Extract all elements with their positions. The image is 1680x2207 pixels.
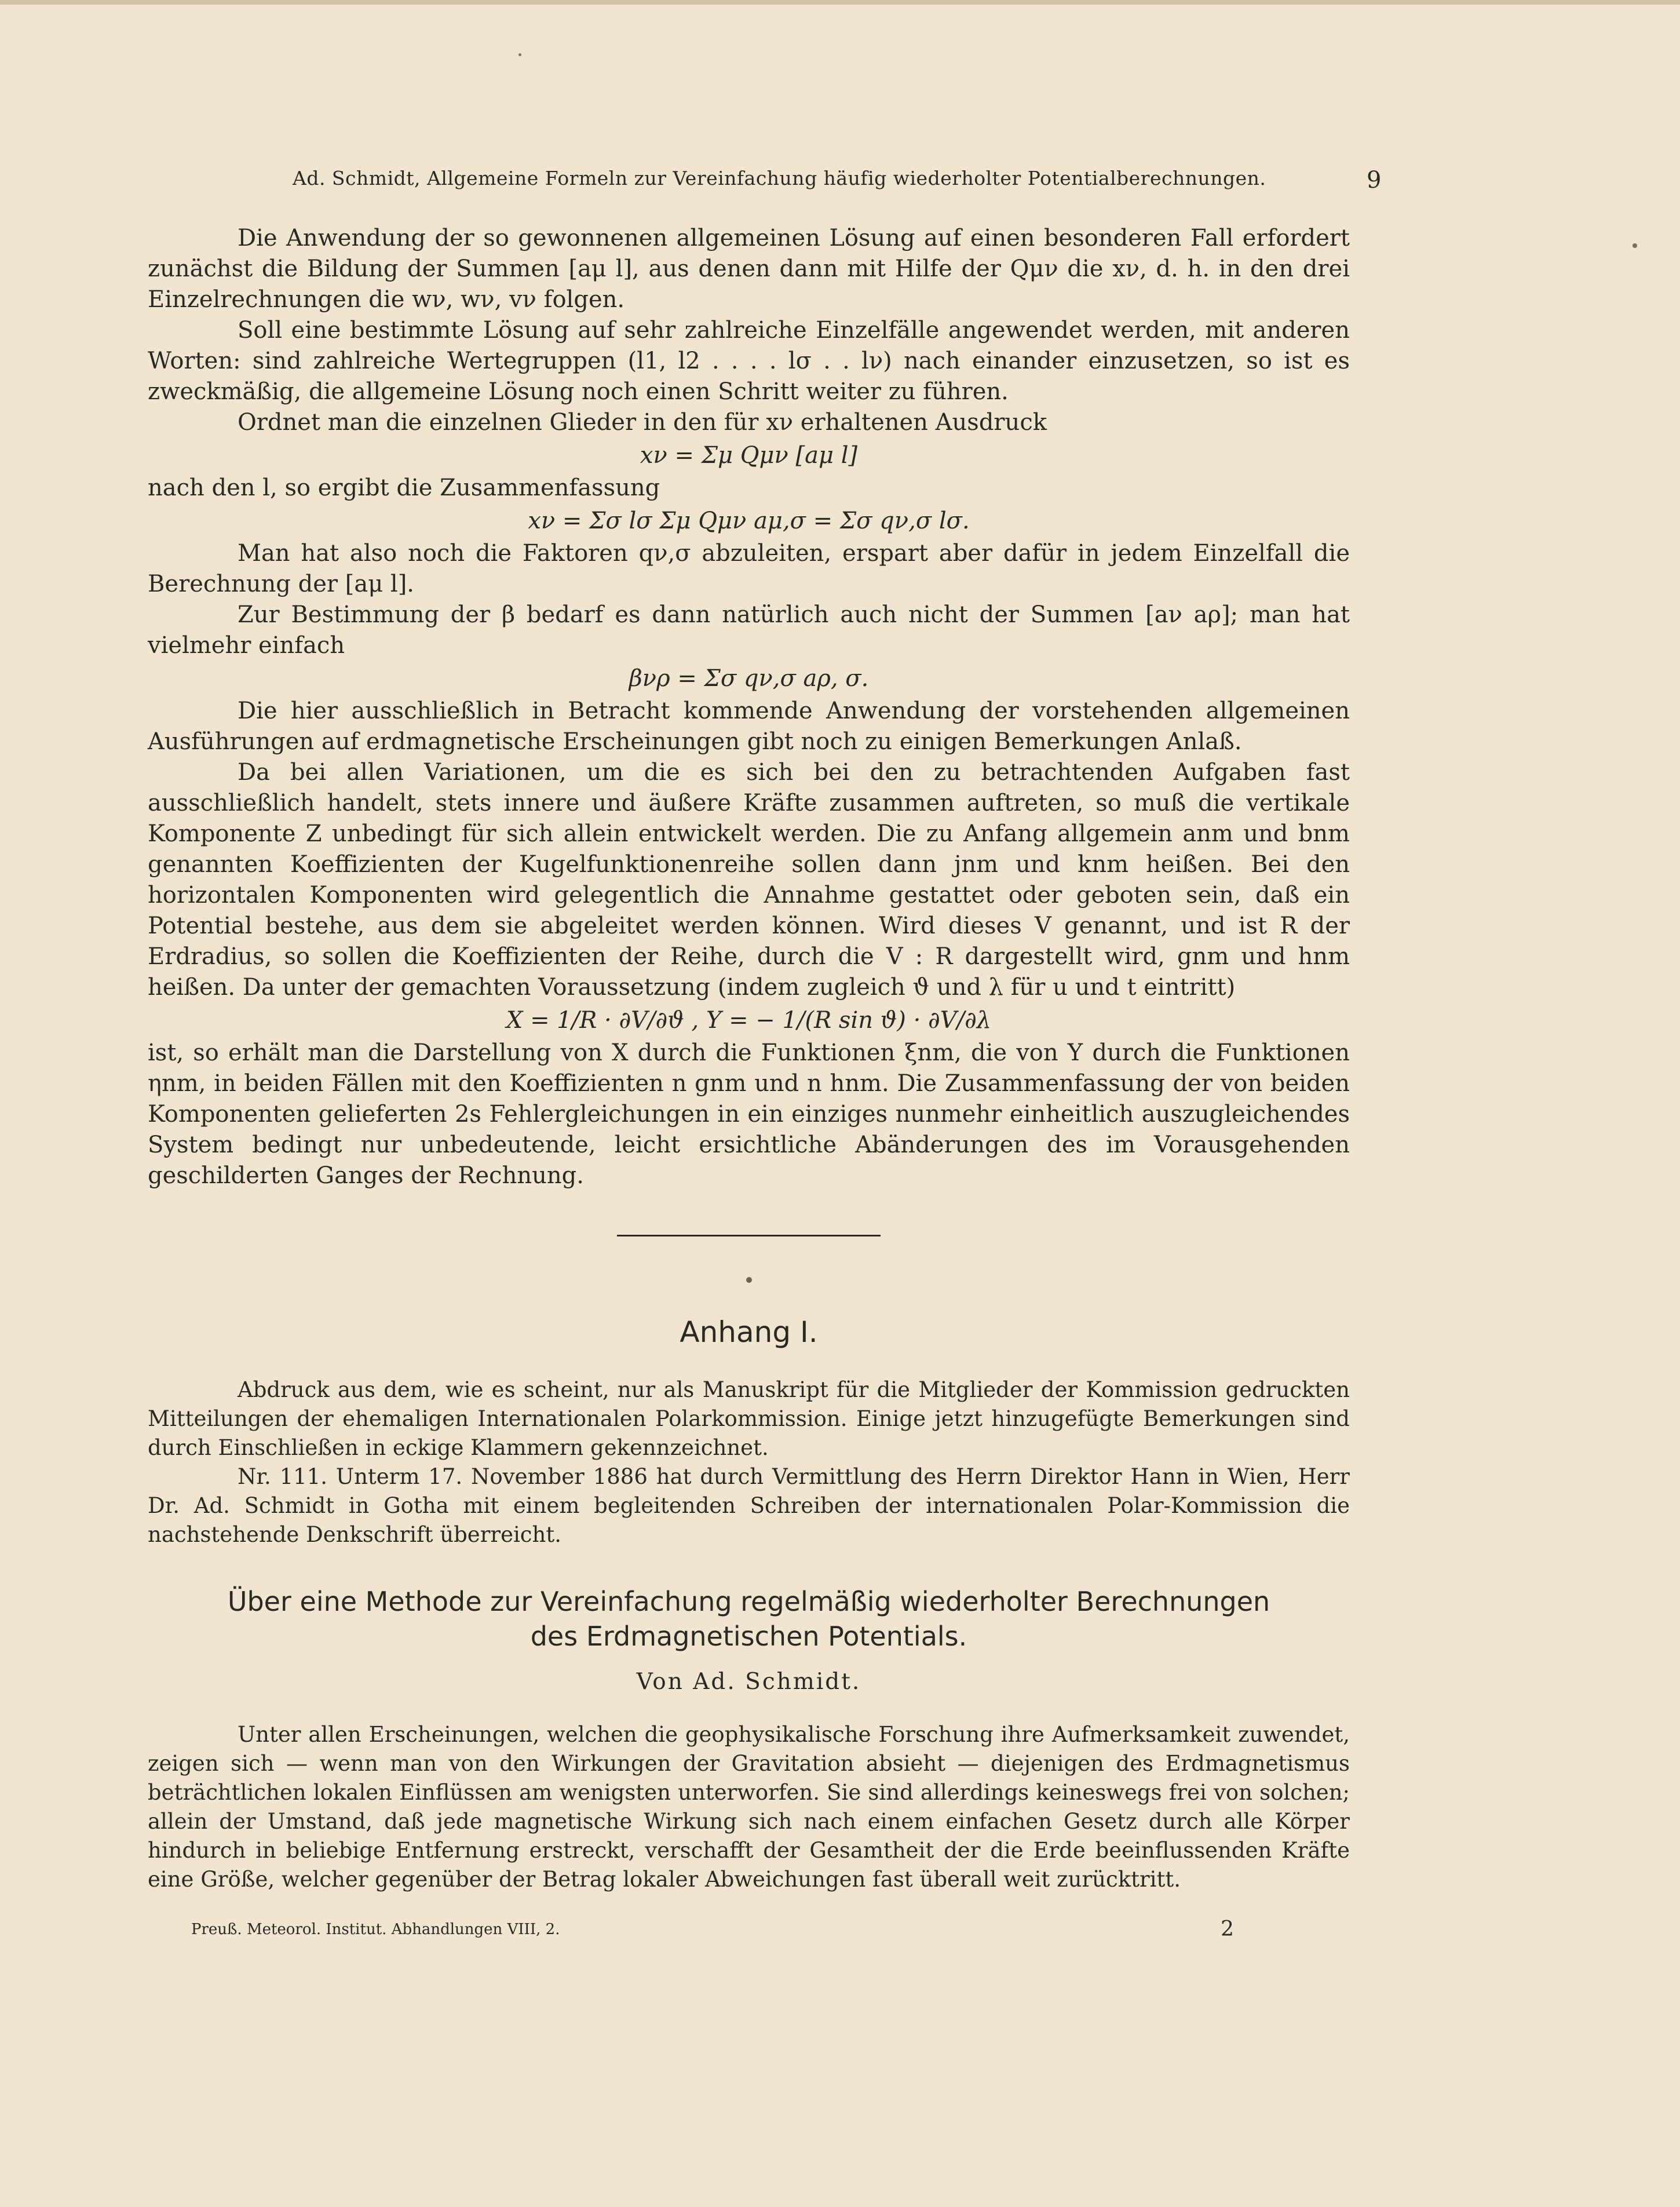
paper-speck — [518, 53, 521, 56]
paper-speck — [1632, 243, 1637, 248]
paragraph: Die hier ausschließlich in Betracht kommende Anwendung der vorstehenden allgemeinen Ausführungen auf erdmagnetische Erscheinungen gibt noch zu einigen Bemerkungen Anlaß. — [148, 698, 1350, 755]
formula: X = 1/R · ∂V/∂ϑ , Y = − 1/(R sin ϑ) · ∂V/∂λ — [506, 1007, 992, 1034]
paragraph: Die Anwendung der so gewonnenen allgemeinen Lösung auf einen besonderen Fall erfordert zunächst die Bildung der Summen [aμ l], aus denen dann mit Hilfe der Qμν die xν, d. h. in den drei Einzelrechnungen die wν, wν, vν folgen. — [148, 225, 1350, 313]
article-author: Von Ad. Schmidt. — [636, 1669, 861, 1695]
paragraph: Nr. 111. Unterm 17. November 1886 hat durch Vermittlung des Herrn Direktor Hann in Wien, Herr Dr. Ad. Schmidt in Gotha mit einem begleitenden Schreiben der internationalen Polar-Kommission die nachstehende Denkschrift überreicht. — [148, 1464, 1350, 1547]
signature-mark: 2 — [1221, 1917, 1234, 1941]
appendix-heading: Anhang I. — [680, 1315, 818, 1349]
running-title: Ad. Schmidt, Allgemeine Formeln zur Vereinfachung häufig wiederholter Potentialberechnungen. — [293, 167, 1266, 189]
article-title-line: Über eine Methode zur Vereinfachung regelmäßig wiederholter Berechnungen — [227, 1586, 1270, 1617]
page-top-edge — [0, 0, 1680, 5]
paragraph: Zur Bestimmung der β bedarf es dann natürlich auch nicht der Summen [aν aρ]; man hat vielmehr einfach — [148, 601, 1350, 659]
paragraph: Man hat also noch die Faktoren qν,σ abzuleiten, erspart aber dafür in jedem Einzelfall die Berechnung der [aμ l]. — [148, 540, 1350, 597]
paragraph: nach den l, so ergibt die Zusammenfassung — [148, 475, 660, 501]
paragraph: ist, so erhält man die Darstellung von X durch die Funktionen ξnm, die von Y durch die Funktionen ηnm, in beiden Fällen mit den Koeffizienten n gnm und n hnm. Die Zusammenfassung der von beiden Komponenten gelieferten 2s Fehlergleichungen in ein einziges nunmehr einheitlich auszugleichendes System bedingt nur unbedeutende, leicht ersichtliche Abänderungen des im Vorausgehenden geschilderten Ganges der Rechnung. — [148, 1039, 1350, 1189]
article-title-line: des Erdmagnetischen Potentials. — [530, 1621, 967, 1652]
page-number: 9 — [1367, 167, 1382, 194]
ornament-dot — [746, 1277, 752, 1283]
article-title — [148, 1584, 1350, 1654]
formula: xν = Σσ lσ Σμ Qμν aμ,σ = Σσ qν,σ lσ. — [528, 508, 970, 534]
formula: βνρ = Σσ qν,σ aρ, σ. — [629, 665, 869, 692]
page-footer — [191, 1917, 1234, 1944]
paragraph: Abdruck aus dem, wie es scheint, nur als Manuskript für die Mitglieder der Kommission gedruckten Mitteilungen der ehemaligen Internationalen Polarkommission. Einige jetzt hinzugefügte Bemerkungen sind durch Einschließen in eckige Klammern gekennzeichnet. — [148, 1377, 1350, 1460]
section-divider — [617, 1235, 881, 1236]
paragraph: Unter allen Erscheinungen, welchen die geophysikalische Forschung ihre Aufmerksamkeit zuwendet, zeigen sich — wenn man von den Wirkungen der Gravitation absieht — diejenigen des Erdmagnetismus beträchtlichen lokalen Einflüssen am wenigsten unterworfen. Sie sind allerdings keineswegs frei von solchen; allein der Umstand, daß jede magnetische Wirkung sich nach einem einfachen Gesetz durch alle Körper hindurch in beliebige Entfernung erstreckt, verschafft der Gesamtheit der die Erde beeinflussenden Kräfte eine Größe, welcher gegenüber der Betrag lokaler Abweichungen fast überall weit zurücktritt. — [148, 1722, 1350, 1892]
page-body — [148, 223, 1350, 1894]
running-header — [293, 167, 1382, 196]
paragraph: Ordnet man die einzelnen Glieder in den für xν erhaltenen Ausdruck — [238, 409, 1047, 436]
paragraph: Da bei allen Variationen, um die es sich bei den zu betrachtenden Aufgaben fast ausschließlich handelt, stets innere und äußere Kräfte zusammen auftreten, so muß die vertikale Komponente Z unbedingt für sich allein entwickelt werden. Die zu Anfang allgemein anm und bnm genannten Koeffizienten der Kugelfunktionenreihe sollen dann jnm und knm heißen. Bei den horizontalen Komponenten wird gelegentlich die Annahme gestattet oder geboten sein, daß ein Potential bestehe, aus dem sie abgeleitet werden können. Wird dieses V genannt, und ist R der Erdradius, so sollen die Koeffizienten der Reihe, durch die V : R dargestellt wird, gnm und hnm heißen. Da unter der gemachten Voraussetzung (indem zugleich ϑ und λ für u und t eintritt) — [148, 759, 1350, 1001]
footer-imprint: Preuß. Meteorol. Institut. Abhandlungen VIII, 2. — [191, 1921, 560, 1938]
formula: xν = Σμ Qμν [aμ l] — [640, 442, 858, 469]
paragraph: Soll eine bestimmte Lösung auf sehr zahlreiche Einzelfälle angewendet werden, mit anderen Worten: sind zahlreiche Wertegruppen (l1, l2 . . . . lσ . . lν) nach einander einzusetzen, so ist es zweckmäßig, die allgemeine Lösung noch einen Schritt weiter zu führen. — [148, 317, 1350, 405]
